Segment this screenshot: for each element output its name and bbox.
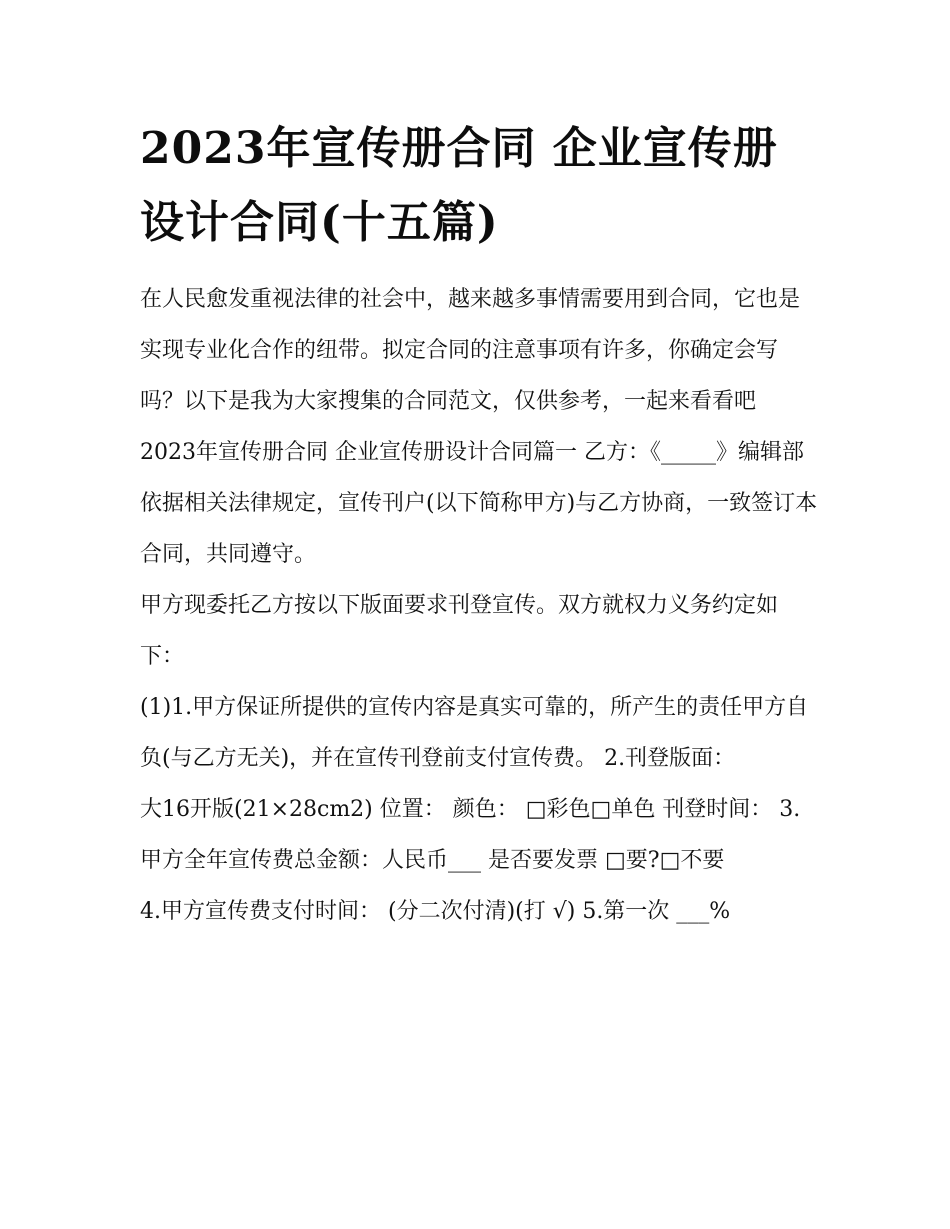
document-title: 2023年宣传册合同 企业宣传册设计合同(十五篇) xyxy=(140,123,778,248)
intro-paragraph: 在人民愈发重视法律的社会中，越来越多事情需要用到合同，它也是实现专业化合作的纽带。拟定合同的注意事项有许多，你确定会写吗？以下是我为大家搜集的合同范文，仅供参考，一起来看看吧 xyxy=(140,287,801,414)
entrust-paragraph: 甲方现委托乙方按以下版面要求刊登宣传。双方就权力义务约定如下： xyxy=(140,593,779,669)
document-body xyxy=(140,112,820,937)
payment-time-paragraph: 4.甲方宣传费支付时间： (分二次付清)(打 √) 5.第一次 ___% xyxy=(140,899,731,924)
layout-fee-paragraph: 大16开版(21×28cm2) 位置： 颜色： □彩色□单色 刊登时间： 3.甲方全年宣传费总金额：人民币___ 是否要发票 □要?□不要 xyxy=(140,797,801,873)
contract-parties-paragraph: 2023年宣传册合同 企业宣传册设计合同篇一 乙方：《_____》编辑部 依据相关法律规定，宣传刊户(以下简称甲方)与乙方协商，一致签订本合同，共同遵守。 xyxy=(140,440,818,567)
clause-1-paragraph: (1)1.甲方保证所提供的宣传内容是真实可靠的，所产生的责任甲方自负(与乙方无关)，并在宣传刊登前支付宣传费。 2.刊登版面： xyxy=(140,695,809,771)
